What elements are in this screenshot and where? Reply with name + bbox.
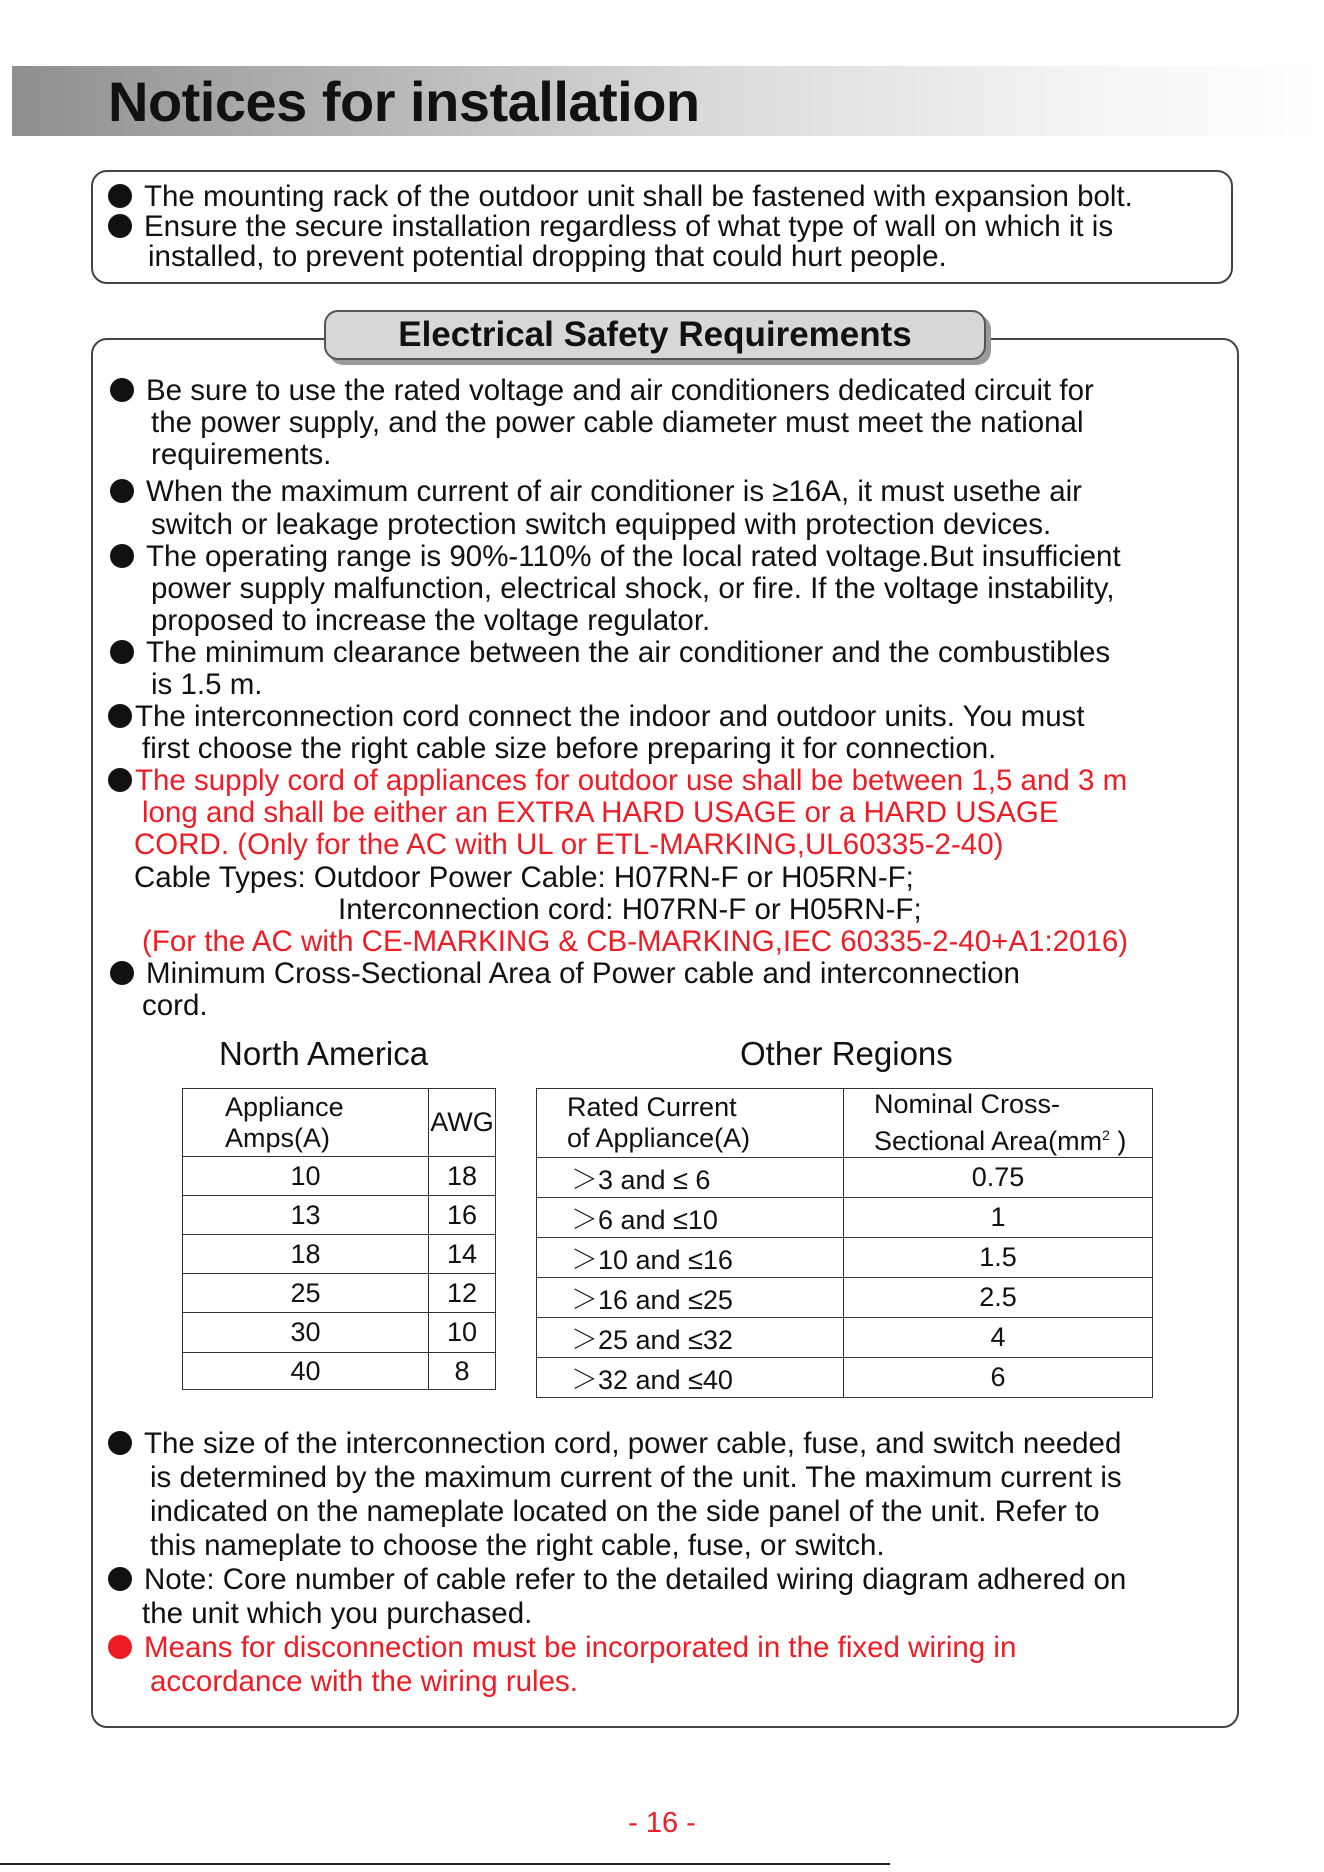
bullet-icon [108,1431,132,1455]
table-cell: 40 [183,1353,429,1390]
divider [0,1863,890,1865]
table-cell: 0.75 [844,1158,1153,1198]
table-cell: 1 [844,1198,1153,1238]
bullet-icon [110,640,134,664]
notice-line-1: The mounting rack of the outdoor unit shall be fastened with expansion bolt. [108,180,1133,213]
table-row [183,1235,496,1274]
table-cell: 14 [429,1235,496,1274]
warning-line: long and shall be either an EXTRA HARD USAGE or a HARD USAGE [142,796,1059,829]
table-cell: 12 [429,1274,496,1313]
table-cell: 10 [183,1157,429,1196]
bullet-line: The interconnection cord connect the indoor and outdoor units. You must [108,700,1085,733]
warning-line: CORD. (Only for the AC with UL or ETL-MARKING,UL60335-2-40) [134,828,1004,861]
text-line: first choose the right cable size before preparing it for connection. [142,732,997,765]
bullet-icon [110,544,134,568]
bullet-line: The size of the interconnection cord, power cable, fuse, and switch needed [108,1427,1121,1460]
table-row [183,1157,496,1196]
table-row [537,1238,1153,1278]
table-cell: 13 [183,1196,429,1235]
header-label: Appliance [225,1091,344,1122]
bullet-icon [110,378,134,402]
table-cell: 30 [183,1313,429,1353]
text-line: the power supply, and the power cable diameter must meet the national [151,406,1084,439]
warning-line: accordance with the wiring rules. [150,1665,578,1698]
bullet-icon [108,214,132,238]
table-row [537,1318,1153,1358]
table-header-row [183,1089,496,1157]
header-cell [537,1089,844,1158]
warning-line: The supply cord of appliances for outdoor use shall be between 1,5 and 3 m [108,764,1127,797]
header-label: Nominal Cross- [874,1089,1061,1119]
north-america-table [182,1088,496,1390]
notice-line-2: Ensure the secure installation regardless of what type of wall on which it is [108,210,1113,243]
text-line: is determined by the maximum current of the unit. The maximum current is [150,1461,1122,1494]
text-line: proposed to increase the voltage regulator. [151,604,711,637]
header-label: Sectional Area(mm [874,1126,1103,1156]
text-line: cord. [142,989,208,1022]
table-row [537,1358,1153,1398]
table-cell: 6 [844,1358,1153,1398]
warning-line: Means for disconnection must be incorporated in the fixed wiring in [108,1631,1016,1664]
text-line: this nameplate to choose the right cable, fuse, or switch. [150,1529,885,1562]
bullet-icon [108,1635,132,1659]
table-cell: 1.5 [844,1238,1153,1278]
text-line: requirements. [151,438,332,471]
bullet-icon [108,1567,132,1591]
bullet-icon [110,961,134,985]
bullet-line: The minimum clearance between the air conditioner and the combustibles [110,636,1110,669]
cable-types-line: Cable Types: Outdoor Power Cable: H07RN-F or H05RN-F; [134,861,914,894]
table-cell: 2.5 [844,1278,1153,1318]
north-america-title: North America [219,1035,429,1072]
table-row [183,1353,496,1390]
other-regions-title: Other Regions [740,1035,953,1072]
header-cell: AWG [429,1089,496,1157]
header-label: ) [1109,1126,1127,1156]
table-header-row [537,1089,1153,1158]
section-title-tab: Electrical Safety Requirements [324,310,986,360]
bullet-line: Be sure to use the rated voltage and air conditioners dedicated circuit for [110,374,1094,407]
table-cell: ＞3 and ≤ 6 [537,1158,844,1198]
table-row [537,1158,1153,1198]
table-cell: ＞10 and ≤16 [537,1238,844,1278]
bullet-line: Minimum Cross-Sectional Area of Power cable and interconnection [110,957,1020,990]
text-line: switch or leakage protection switch equipped with protection devices. [151,508,1052,541]
bullet-line: When the maximum current of air conditioner is ≥16A, it must usethe air [110,475,1082,508]
table-row [183,1196,496,1235]
text-line: indicated on the nameplate located on the side panel of the unit. Refer to [150,1495,1100,1528]
header-label: Amps(A) [225,1122,331,1153]
warning-line: (For the AC with CE-MARKING & CB-MARKING,IEC 60335-2-40+A1:2016) [142,925,1129,958]
bullet-icon [108,768,132,792]
table-cell: 18 [429,1157,496,1196]
header-label: Rated Current [567,1092,737,1122]
table-row [537,1198,1153,1238]
table-cell: 4 [844,1318,1153,1358]
table-cell: ＞32 and ≤40 [537,1358,844,1398]
text-line: power supply malfunction, electrical shock, or fire. If the voltage instability, [151,572,1115,605]
header-cell [844,1089,1153,1158]
other-regions-table [536,1088,1153,1398]
table-cell: ＞6 and ≤10 [537,1198,844,1238]
table-cell: ＞25 and ≤32 [537,1318,844,1358]
table-row [537,1278,1153,1318]
superscript: 2 [1102,1127,1110,1143]
table-cell: 18 [183,1235,429,1274]
text-line: the unit which you purchased. [142,1597,533,1630]
bullet-line: Note: Core number of cable refer to the detailed wiring diagram adhered on [108,1563,1126,1596]
page-title: Notices for installation [108,70,700,133]
table-cell: 16 [429,1196,496,1235]
table-cell: 25 [183,1274,429,1313]
bullet-icon [110,479,134,503]
notice-line-3: installed, to prevent potential dropping that could hurt people. [148,240,947,273]
interconnection-line: Interconnection cord: H07RN-F or H05RN-F; [338,893,922,926]
header-label: of Appliance(A) [567,1123,751,1153]
text-line: is 1.5 m. [151,668,263,701]
table-row [183,1274,496,1313]
header-cell [183,1089,429,1157]
table-cell: ＞16 and ≤25 [537,1278,844,1318]
bullet-icon [108,704,132,728]
bullet-line: The operating range is 90%-110% of the local rated voltage.But insufficient [110,540,1121,573]
table-cell: 10 [429,1313,496,1353]
bullet-icon [108,184,132,208]
table-cell: 8 [429,1353,496,1390]
table-row [183,1313,496,1353]
page-number: - 16 - [628,1807,696,1839]
